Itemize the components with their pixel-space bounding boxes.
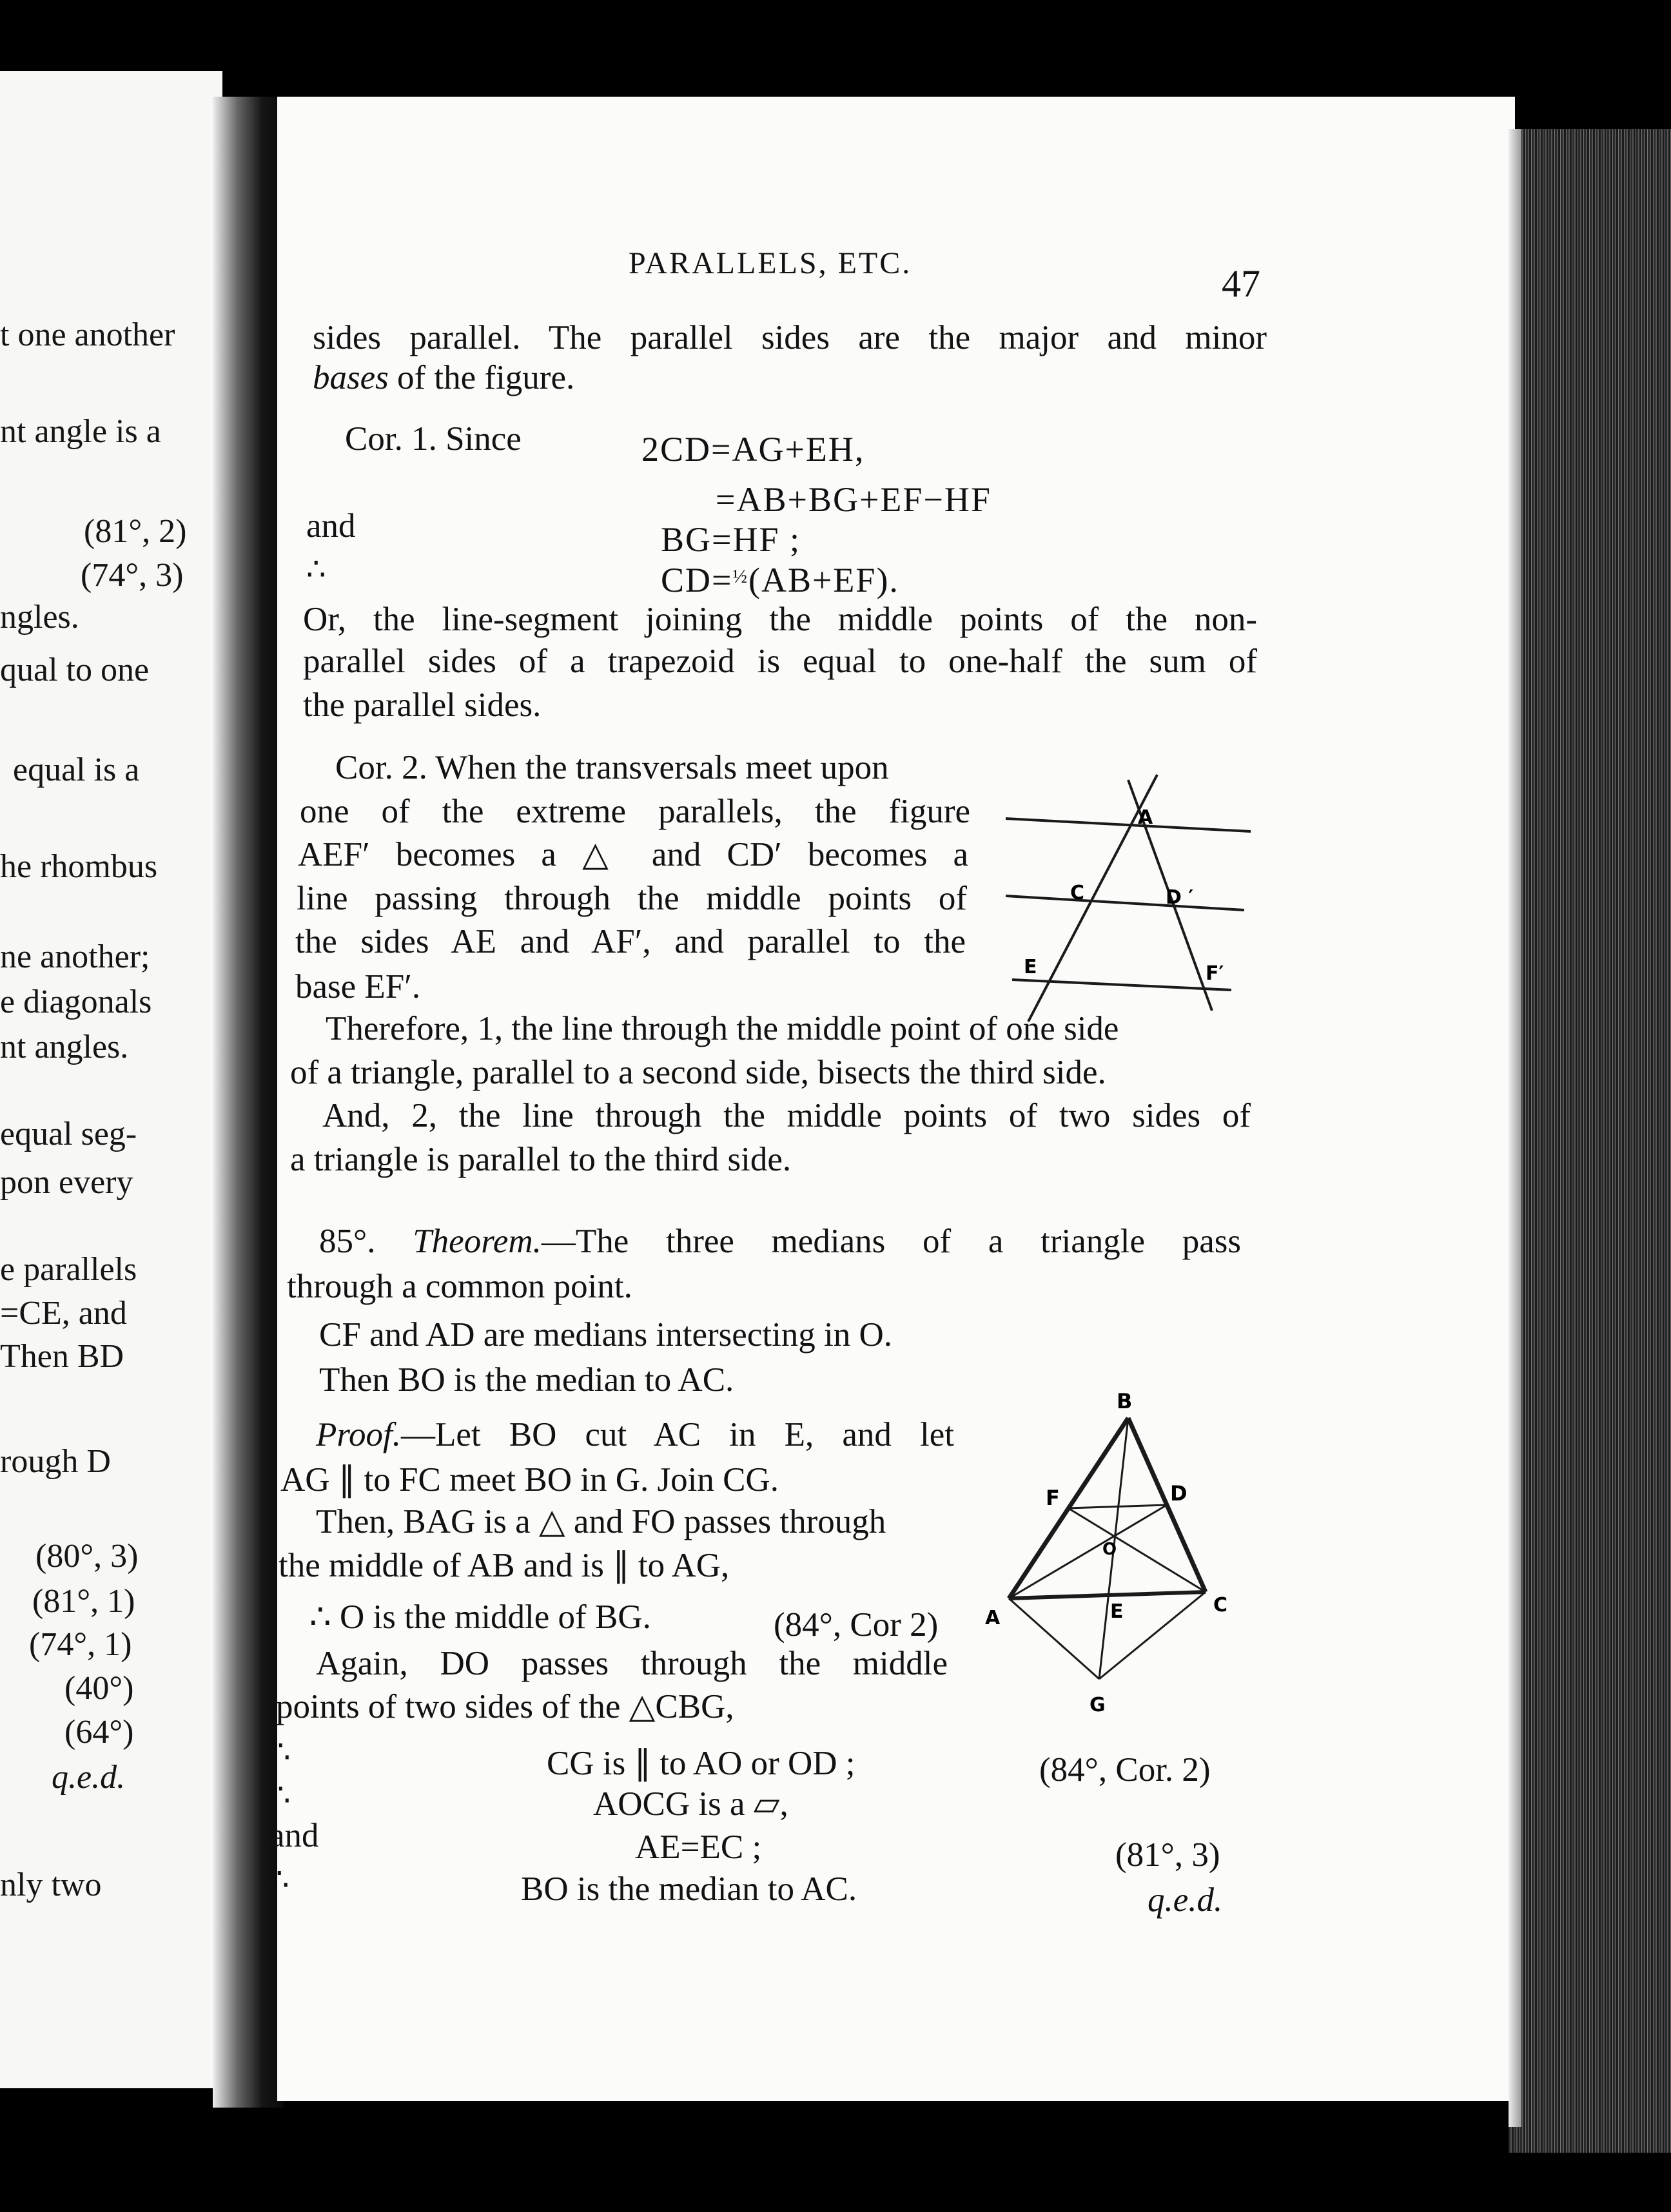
equation xyxy=(661,563,899,597)
left-line: (40°) xyxy=(64,1670,134,1707)
page-edge-stack xyxy=(1509,129,1671,2153)
fraction: ½ xyxy=(732,566,748,587)
label-G: G xyxy=(1090,1694,1106,1716)
label-E: E xyxy=(1110,1600,1124,1623)
page-number: 47 xyxy=(1222,262,1260,305)
label-O: O xyxy=(1102,1540,1117,1559)
label-B: B xyxy=(1117,1389,1133,1413)
body-line: through a common point. xyxy=(287,1268,632,1305)
body-line: Again, DO passes through the middle xyxy=(316,1645,948,1682)
label-F: F xyxy=(1046,1486,1060,1510)
left-line: (81°, 2) xyxy=(84,513,187,550)
equation: BG=HF ; xyxy=(661,520,801,559)
therefore-symbol: ∴ xyxy=(306,552,329,587)
left-line: ngles. xyxy=(0,599,79,635)
theorem-number: 85°. xyxy=(319,1223,376,1260)
qed: q.e.d. xyxy=(1148,1881,1223,1919)
left-line: (64°) xyxy=(64,1714,134,1751)
body-line: ∴ O is the middle of BG. xyxy=(309,1598,651,1636)
body-line: the middle of AB and is ∥ to AG, xyxy=(278,1547,730,1584)
left-line: nly two xyxy=(0,1867,102,1903)
body-line: AEF′ becomes a △ and CD′ becomes a xyxy=(298,836,968,873)
body-line: a triangle is parallel to the third side. xyxy=(290,1141,792,1178)
left-line: (74°, 3) xyxy=(81,557,184,594)
left-line: e parallels xyxy=(0,1251,137,1288)
proof-label: Proof. xyxy=(316,1416,402,1453)
body-line: CF and AD are medians intersecting in O. xyxy=(319,1316,893,1353)
label-D-prime: D ′ xyxy=(1166,886,1194,909)
theorem-text: —The three medians of a triangle pass xyxy=(541,1223,1242,1260)
left-line: rough D xyxy=(0,1443,111,1480)
body-line: parallel sides of a trapezoid is equal to one-half the sum of xyxy=(303,643,1257,680)
theorem-line xyxy=(319,1225,1241,1259)
body-line: sides parallel. The parallel sides are the major and minor xyxy=(313,319,1267,356)
proof-text: —Let BO cut AC in E, and let xyxy=(401,1416,954,1453)
corollary-label: Cor. 1. Since xyxy=(345,420,522,458)
body-line xyxy=(313,361,574,395)
left-line: nt angle is a xyxy=(0,413,161,450)
connective: and xyxy=(269,1817,319,1854)
body-line: of a triangle, parallel to a second side, bisects the third side. xyxy=(290,1054,1106,1091)
left-line: q.e.d. xyxy=(52,1759,126,1796)
connective: and xyxy=(306,507,356,545)
label-A: A xyxy=(985,1607,1001,1629)
left-line: equal is a xyxy=(13,752,140,788)
body-line: Then, BAG is a △ and FO passes through xyxy=(316,1503,886,1540)
left-line: pon every xyxy=(0,1164,133,1201)
left-line: equal seg- xyxy=(0,1116,137,1152)
running-header: PARALLELS, ETC. xyxy=(629,246,912,280)
left-line: Then BD xyxy=(0,1338,124,1375)
body-line: And, 2, the line through the middle points of two sides of xyxy=(322,1097,1251,1134)
body-line: line passing through the middle points of xyxy=(297,880,967,917)
body-line: Then BO is the median to AC. xyxy=(319,1361,734,1399)
proof-step: CG is ∥ to AO or OD ; xyxy=(547,1745,855,1782)
body-line: Or, the line-segment joining the middle points of the non- xyxy=(303,601,1257,638)
equation-part: (AB+EF). xyxy=(748,561,899,599)
proof-step: BO is the median to AC. xyxy=(521,1870,857,1908)
therefore-symbol: ∴ xyxy=(271,1735,293,1769)
figure-parallels-triangle xyxy=(993,767,1264,1025)
left-line: ne another; xyxy=(0,938,150,975)
left-line: (81°, 1) xyxy=(32,1583,135,1620)
left-line: e diagonals xyxy=(0,984,152,1020)
label-C: C xyxy=(1070,882,1085,904)
body-line: Therefore, 1, the line through the middle point of one side xyxy=(326,1010,1119,1047)
left-line: (80°, 3) xyxy=(35,1538,139,1575)
proof-step: AE=EC ; xyxy=(635,1829,762,1866)
body-text: of the figure. xyxy=(397,359,575,396)
italic-term: bases xyxy=(313,359,389,396)
left-line: he rhombus xyxy=(0,848,158,885)
label-D: D xyxy=(1170,1481,1187,1506)
therefore-symbol: ∴ xyxy=(271,1778,293,1812)
equation: =AB+BG+EF−HF xyxy=(716,480,992,519)
figure-medians-triangle xyxy=(973,1386,1244,1716)
equation: 2CD=AG+EH, xyxy=(641,430,865,469)
proof-line xyxy=(316,1418,954,1452)
reference: (81°, 3) xyxy=(1115,1836,1220,1874)
label-C: C xyxy=(1213,1594,1228,1616)
body-line: AG ∥ to FC meet BO in G. Join CG. xyxy=(280,1461,779,1499)
reference: (84°, Cor 2) xyxy=(774,1606,939,1644)
body-line: the sides AE and AF′, and parallel to the xyxy=(295,923,966,960)
page-edge-highlight xyxy=(1509,129,1521,2127)
body-line: Cor. 2. When the transversals meet upon xyxy=(335,749,889,786)
proof-step: AOCG is a ▱, xyxy=(593,1785,788,1823)
body-line: base EF′. xyxy=(295,968,421,1005)
theorem-label: Theorem. xyxy=(413,1223,542,1260)
label-F-prime: F′ xyxy=(1206,962,1224,985)
label-E: E xyxy=(1024,956,1037,978)
reference: (84°, Cor. 2) xyxy=(1039,1751,1211,1789)
left-line: (74°, 1) xyxy=(29,1626,132,1663)
left-line: nt angles. xyxy=(0,1029,129,1065)
body-line: points of two sides of the △CBG, xyxy=(276,1688,734,1725)
left-line: =CE, and xyxy=(0,1295,127,1332)
body-line: one of the extreme parallels, the figure xyxy=(300,793,970,830)
body-line: the parallel sides. xyxy=(303,686,542,724)
therefore-symbol: ∴ xyxy=(269,1863,292,1897)
left-line: qual to one xyxy=(0,652,150,688)
label-A: A xyxy=(1138,806,1153,829)
left-line: t one another xyxy=(0,316,175,353)
equation-part: CD= xyxy=(661,561,733,599)
